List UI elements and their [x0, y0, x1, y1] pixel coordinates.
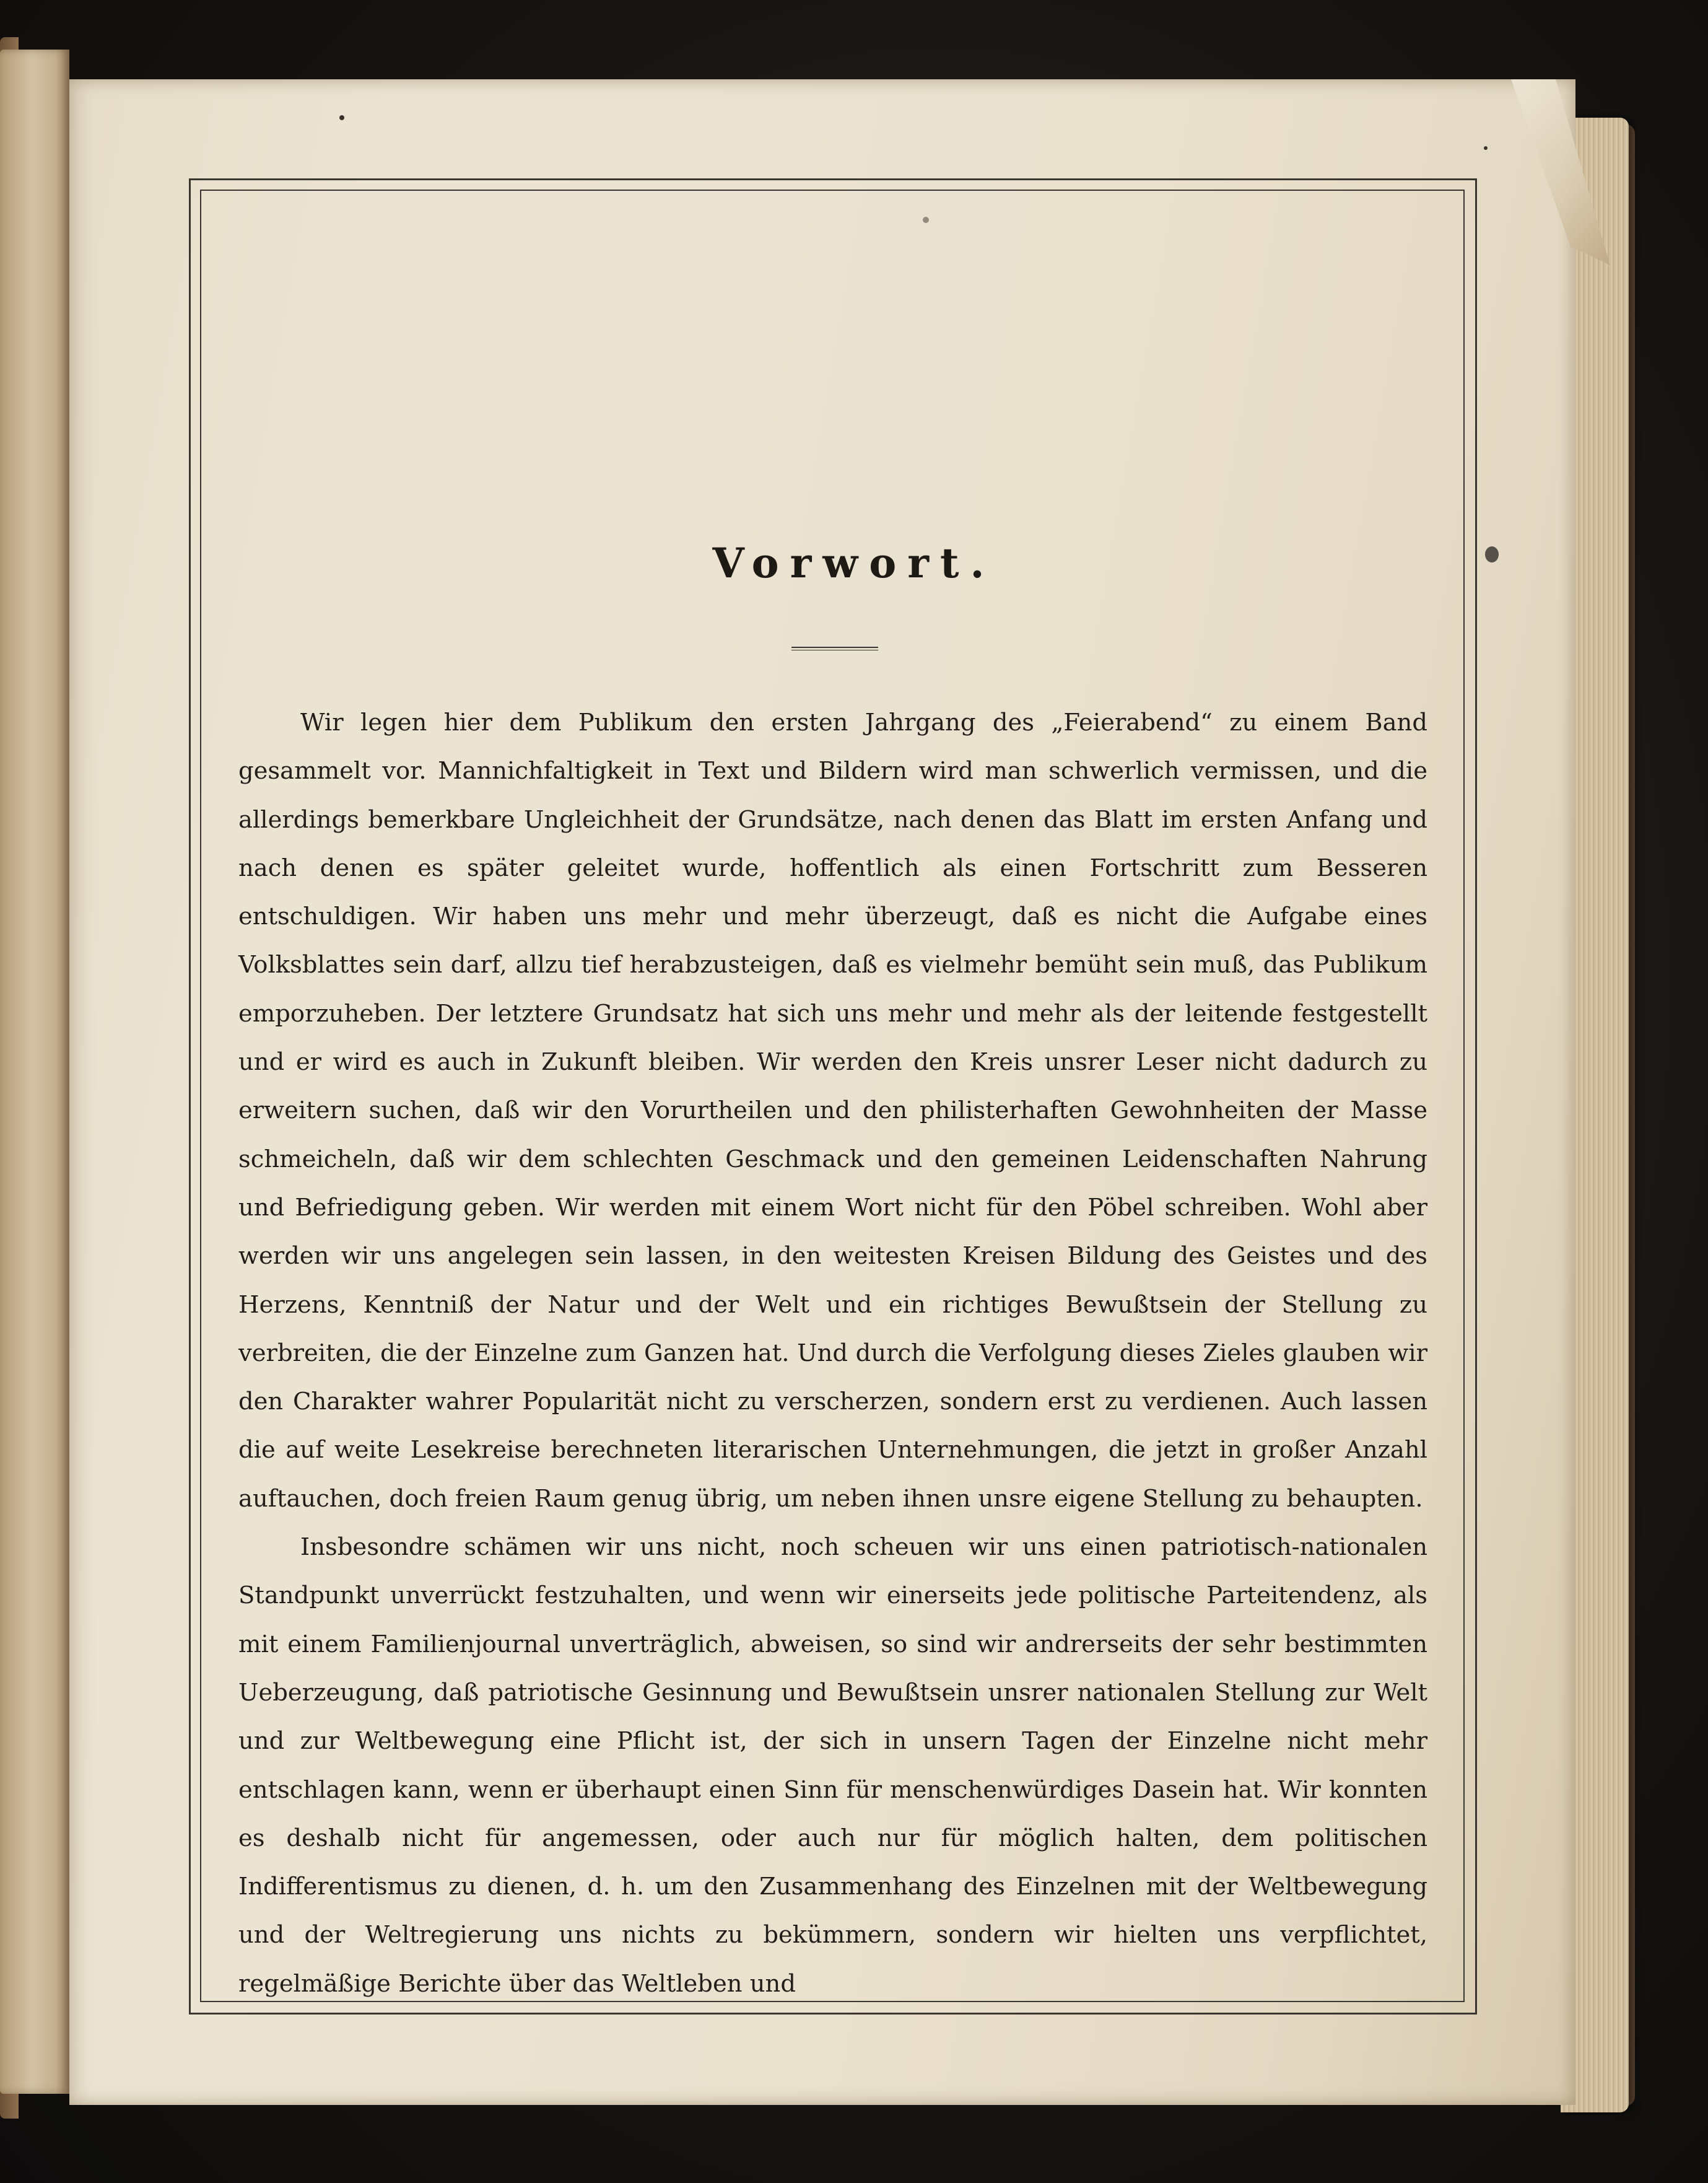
title-divider: [791, 647, 878, 650]
ink-spot: [339, 115, 344, 120]
paragraph: Insbesondre schämen wir uns nicht, noch scheuen wir uns einen patriotisch-nationalen Standpunkt unverrückt festzuhalten, und wenn wir einerseits jede politische Parteitendenz, als mit einem Familienjournal unverträglich, abweisen, so sind wir andrerseits der sehr bestimmten Ueberzeugung, daß patriotische Gesinnung und Bewußtsein unsrer nationalen Stellung zur Welt und zur Weltbewegung eine Pflicht ist, der sich in unsern Tagen der Einzelne nicht mehr entschlagen kann, wenn er überhaupt einen Sinn für menschenwürdiges Dasein hat. Wir konnten es deshalb nicht für angemessen, oder auch nur für möglich halten, dem politischen Indifferentismus zu dienen, d. h. um den Zusammenhang des Einzelnen mit der Weltbewegung und der Weltregierung uns nichts zu bekümmern, sondern wir hielten uns verpflichtet, regelmäßige Berichte über das Weltleben und: [238, 1533, 1427, 1998]
left-page-sliver: [0, 50, 69, 2094]
paragraph: Wir legen hier dem Publikum den ersten Jahrgang des „Feierabend“ zu einem Band gesammelt vor. Mannichfaltigkeit in Text und Bildern wird man schwerlich vermissen, und die allerdings bemerkbare Ungleichheit der Grundsätze, nach denen das Blatt im ersten Anfang und nach denen es später geleitet wurde, hoffentlich als einen Fortschritt zum Besseren entschuldigen. Wir haben uns mehr und mehr überzeugt, daß es nicht die Aufgabe eines Volksblattes sein darf, allzu tief herabzusteigen, daß es vielmehr bemüht sein muß, das Publikum emporzuheben. Der letztere Grundsatz hat sich uns mehr und mehr als der leitende festgestellt und er wird es auch in Zukunft bleiben. Wir werden den Kreis unsrer Leser nicht dadurch zu erweitern suchen, daß wir den Vorurtheilen und den philisterhaften Gewohnheiten der Masse schmeicheln, daß wir dem schlechten Geschmack und den gemeinen Leidenschaften Nahrung und Befriedigung geben. Wir werden mit einem Wort nicht für den Pöbel schreiben. Wohl aber werden wir uns angelegen sein lassen, in den weitesten Kreisen Bildung des Geistes und des Herzens, Kenntniß der Natur und der Welt und ein richtiges Bewußtsein der Stellung zu verbreiten, die der Einzelne zum Ganzen hat. Und durch die Verfolgung dieses Zieles glauben wir den Charakter wahrer Popularität nicht zu verscherzen, sondern erst zu verdienen. Auch lassen die auf weite Lesekreise berechneten literarischen Unternehmungen, die jetzt in großer Anzahl auftauchen, doch freien Raum genug übrig, um neben ihnen unsre eigene Stellung zu behaupten.: [238, 709, 1427, 1513]
ink-spot: [1484, 146, 1488, 150]
body-text: [238, 699, 1427, 2008]
page-title: Vorwort.: [712, 539, 996, 587]
